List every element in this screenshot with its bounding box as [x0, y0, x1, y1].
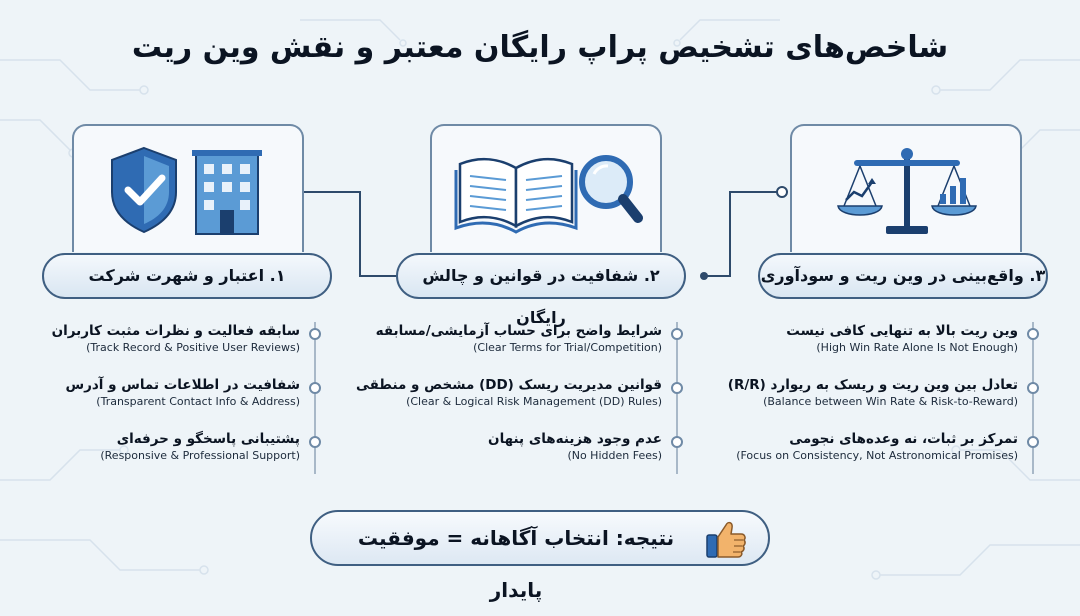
item-title: تعادل بین وین ریت و ریسک به ریوارد (R/R): [727, 377, 1018, 393]
list-item: [728, 430, 1018, 464]
bullet-dot: [309, 436, 321, 448]
list-item: [728, 376, 1018, 410]
item-title: سابقه فعالیت و نظرات مثبت کاربران: [51, 323, 300, 339]
shield-check-icon: [112, 148, 176, 232]
list-item: [372, 430, 662, 464]
item-title: شفافیت در اطلاعات تماس و آدرس: [65, 377, 300, 393]
list-rail: [314, 322, 316, 474]
item-subtitle: (Focus on Consistency, Not Astronomical Promises): [736, 449, 1018, 462]
item-subtitle: (Track Record & Positive User Reviews): [86, 341, 300, 354]
list-item: [728, 322, 1018, 356]
item-title: پشتیبانی پاسخگو و حرفه‌ای: [116, 431, 300, 447]
section-1-list: [16, 318, 316, 478]
section-1-heading: ۱. اعتبار و شهرت شرکت: [42, 253, 332, 299]
item-subtitle: (Responsive & Professional Support): [100, 449, 300, 462]
list-item: [10, 322, 300, 356]
item-subtitle: (Transparent Contact Info & Address): [96, 395, 300, 408]
list-item: [355, 376, 662, 410]
magnifier-icon: [582, 158, 638, 218]
bullet-dot: [1027, 328, 1039, 340]
bullet-dot: [309, 382, 321, 394]
bullet-dot: [1027, 436, 1039, 448]
thumbs-up-icon: [704, 517, 748, 561]
section-3-icon-panel: [790, 124, 1022, 252]
list-rail: [676, 322, 678, 474]
bullet-dot: [1027, 382, 1039, 394]
page-title: شاخص‌های تشخیص پراپ رایگان معتبر و نقش وین ریت: [131, 30, 949, 65]
item-title: قوانین مدیریت ریسک (DD) مشخص و منطقی: [355, 377, 662, 393]
bullet-dot: [309, 328, 321, 340]
item-subtitle: (High Win Rate Alone Is Not Enough): [816, 341, 1018, 354]
item-subtitle: (Balance between Win Rate & Risk-to-Reward): [763, 395, 1018, 408]
building-icon: [192, 150, 262, 234]
item-title: وین ریت بالا به تنهایی کافی نیست: [786, 323, 1018, 339]
item-subtitle: (No Hidden Fees): [567, 449, 662, 462]
item-title: شرایط واضح برای حساب آزمایشی/مسابقه: [375, 323, 662, 339]
bullet-dot: [671, 382, 683, 394]
list-item: [10, 376, 300, 410]
result-text: نتیجه: انتخاب آگاهانه = موفقیت پایدار: [357, 526, 675, 602]
item-title: عدم وجود هزینه‌های پنهان: [488, 431, 662, 447]
section-2-icon-panel: [430, 124, 662, 252]
result-banner: [310, 510, 770, 602]
list-rail: [1032, 322, 1034, 474]
balance-scale-icon: [838, 148, 976, 234]
item-subtitle: (Clear & Logical Risk Management (DD) Rules): [406, 395, 662, 408]
bullet-dot: [671, 328, 683, 340]
section-3-heading: ۳. واقع‌بینی در وین ریت و سودآوری: [758, 253, 1048, 299]
bullet-dot: [671, 436, 683, 448]
section-1-icon-panel: [72, 124, 304, 252]
item-title: تمرکز بر ثبات، نه وعده‌های نجومی: [789, 431, 1018, 447]
section-2-list: [355, 318, 678, 478]
section-2-heading: ۲. شفافیت در قوانین و چالش رایگان: [396, 253, 686, 299]
open-book-icon: [456, 159, 576, 232]
list-item: [10, 430, 300, 464]
list-item: [372, 322, 662, 356]
item-subtitle: (Clear Terms for Trial/Competition): [473, 341, 662, 354]
section-3-list: [727, 318, 1034, 478]
